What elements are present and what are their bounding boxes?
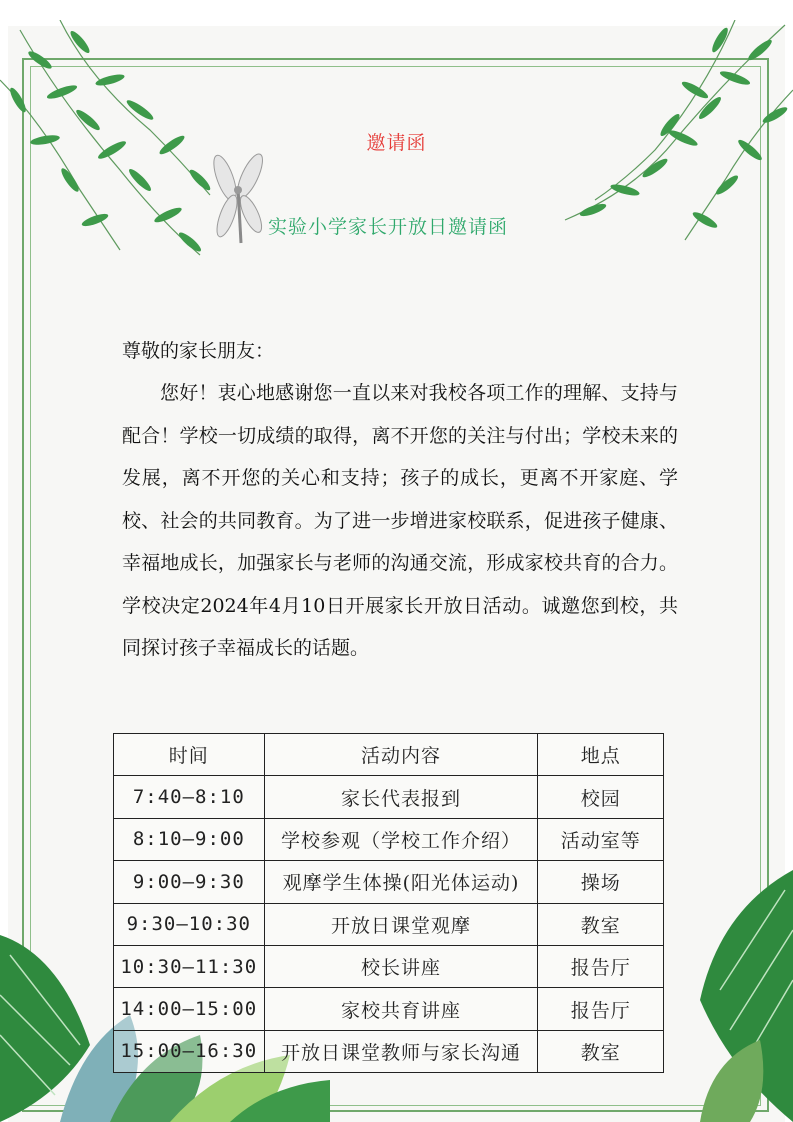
table-header-row <box>114 734 664 776</box>
location-cell: 操场 <box>538 861 664 903</box>
activity-cell: 学校参观（学校工作介绍） <box>264 818 538 860</box>
activity-cell: 开放日课堂观摩 <box>264 903 538 945</box>
invitation-subtitle: 实验小学家长开放日邀请函 <box>268 216 509 238</box>
header-activity: 活动内容 <box>264 734 538 776</box>
location-cell: 教室 <box>538 903 664 945</box>
activity-cell: 开放日课堂教师与家长沟通 <box>264 1030 538 1072</box>
time-cell: 7:40—8:10 <box>114 776 265 818</box>
table-row <box>114 988 664 1030</box>
invitation-title: 邀请函 <box>366 132 427 154</box>
activity-cell: 观摩学生体操(阳光体运动) <box>264 861 538 903</box>
location-cell: 活动室等 <box>538 818 664 860</box>
table-row <box>114 945 664 987</box>
location-cell: 报告厅 <box>538 945 664 987</box>
dragonfly-icon <box>205 148 275 248</box>
invitation-body: 您好！衷心地感谢您一直以来对我校各项工作的理解、支持与配合！学校一切成绩的取得，离不开您的关注与付出；学校未来的发展，离不开您的关心和支持；孩子的成长，更离不开家庭、学校、社会的共同教育。为了进一步增进家校联系，促进孩子健康、幸福地成长，加强家长与老师的沟通交流，形成家校共育的合力。学校决定2024年4月10日开展家长开放日活动。诚邀您到校，共同探讨孩子幸福成长的话题。 <box>122 382 678 659</box>
schedule-table <box>113 733 664 1073</box>
table-row <box>114 861 664 903</box>
tropical-leaves-right <box>660 870 793 1122</box>
header-location: 地点 <box>538 734 664 776</box>
activity-cell: 家长代表报到 <box>264 776 538 818</box>
salutation: 尊敬的家长朋友： <box>122 340 275 362</box>
location-cell: 校园 <box>538 776 664 818</box>
time-cell: 9:00—9:30 <box>114 861 265 903</box>
location-cell: 报告厅 <box>538 988 664 1030</box>
location-cell: 教室 <box>538 1030 664 1072</box>
header-time: 时间 <box>114 734 265 776</box>
table-row <box>114 903 664 945</box>
time-cell: 10:30—11:30 <box>114 945 265 987</box>
time-cell: 9:30—10:30 <box>114 903 265 945</box>
activity-cell: 家校共育讲座 <box>264 988 538 1030</box>
table-row <box>114 776 664 818</box>
activity-cell: 校长讲座 <box>264 945 538 987</box>
time-cell: 14:00—15:00 <box>114 988 265 1030</box>
table-row <box>114 1030 664 1072</box>
time-cell: 8:10—9:00 <box>114 818 265 860</box>
time-cell: 15:00—16:30 <box>114 1030 265 1072</box>
table-row <box>114 818 664 860</box>
